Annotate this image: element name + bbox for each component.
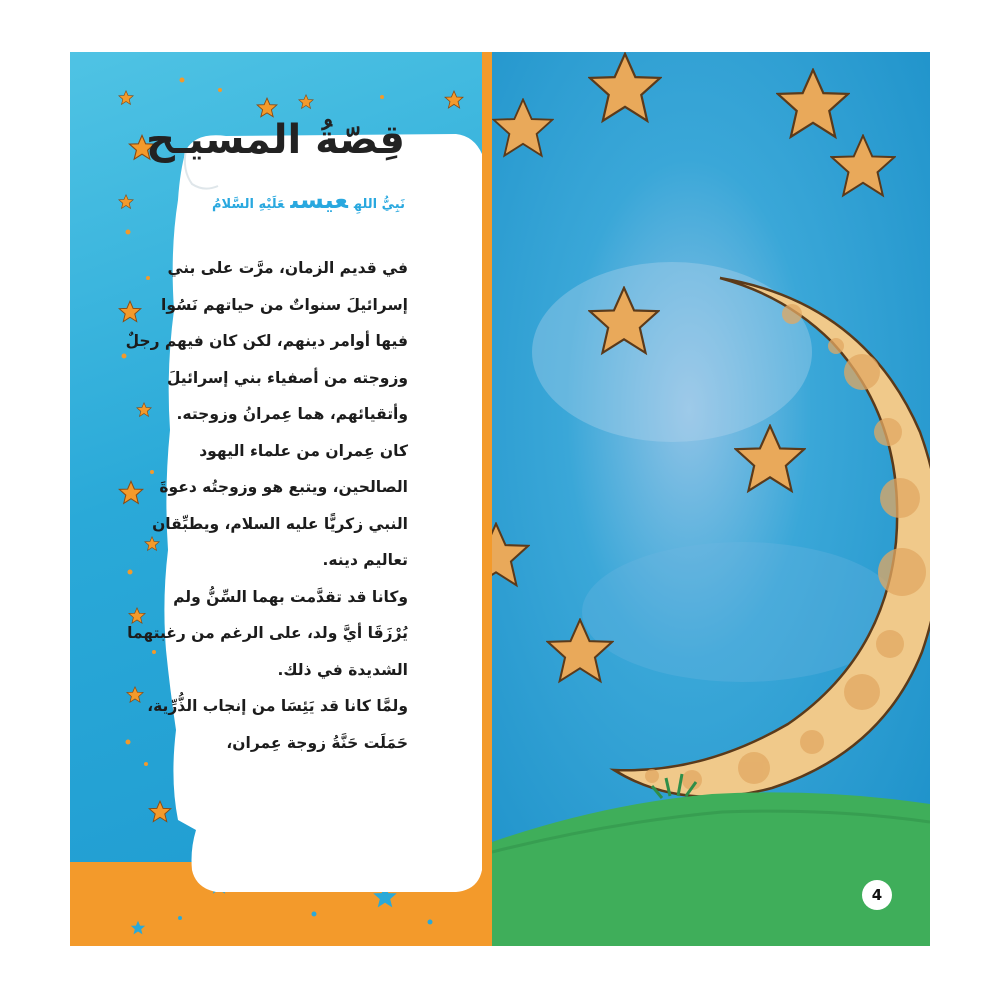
illustration-page (492, 52, 930, 946)
text-line: تعاليم دينه. (322, 551, 408, 569)
subtitle-prefix: نَبِيُّ اللهِ (353, 197, 405, 212)
page-divider (482, 52, 492, 946)
text-line: في قديم الزمان، مرَّت على بني (167, 259, 408, 277)
text-line: كان عِمران من علماء اليهود (199, 441, 408, 460)
text-line: حَمَلَت حَنَّةُ زوجة عِمران، (226, 733, 408, 752)
text-line: فيها أوامر دينهم، لكن كان فيهم رجلٌ (125, 332, 408, 350)
page-number: 4 (862, 880, 892, 910)
text-line: ولمَّا كانا قد يَئِسَا من إنجاب الذُّرِّية، (147, 697, 408, 715)
text-line: الصالحين، ويتبع هو وزوجتُه دعوةَ (159, 478, 408, 496)
story-text (100, 250, 408, 761)
text-line: الشديدة في ذلك. (277, 660, 408, 679)
text-line: وزوجته من أصفياء بني إسرائيلَ (166, 368, 408, 387)
subtitle-suffix: عَلَيْهِ السَّلامُ (212, 197, 285, 212)
text-line: يُرْزَقَا أيَّ ولد، على الرغم من رغبتهما (127, 624, 408, 642)
text-line: إسرائيلَ سنواتٌ من حياتهم نَسُوا (161, 295, 408, 314)
page-title: قِصّةُ المسيـح (146, 117, 405, 163)
text-line: وأتقيائهم، هما عِمرانُ وزوجته. (176, 405, 408, 423)
text-line: النبي زكريًّا عليه السلام، ويطبِّقان (152, 514, 408, 533)
subtitle-name: عيسى (290, 186, 348, 214)
night-sky-illustration (492, 52, 930, 946)
subtitle (105, 186, 405, 215)
text-line: وكانا قد تقدَّمت بهما السِّنُّ ولم (173, 587, 408, 606)
star-icon (131, 921, 145, 935)
